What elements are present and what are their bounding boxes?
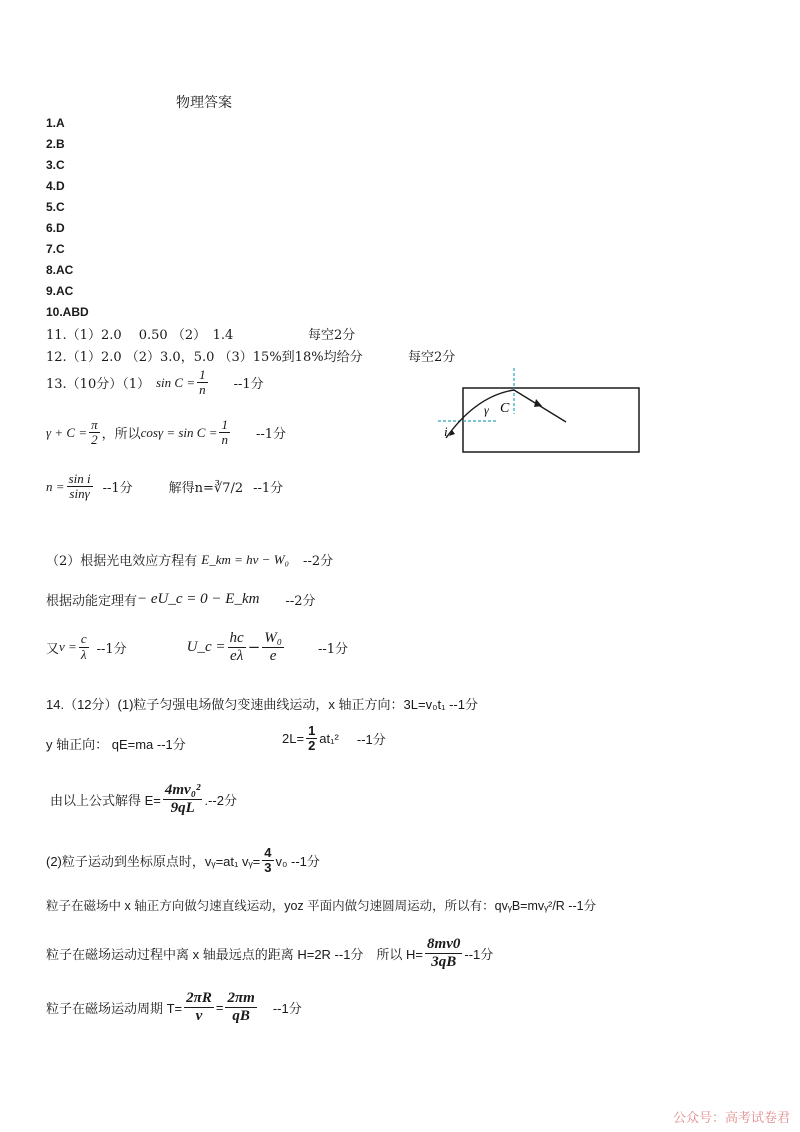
denominator: λ bbox=[80, 646, 87, 662]
mc-answer: 10.ABD bbox=[46, 305, 89, 319]
fraction-1-over-2 bbox=[306, 724, 317, 754]
fraction-2piR-over-v bbox=[184, 990, 214, 1024]
score: --1分 bbox=[356, 732, 386, 748]
denominator: n bbox=[221, 432, 228, 448]
q13-head: 13.（10分）（1） bbox=[46, 377, 150, 393]
mc-answer: 4.D bbox=[46, 179, 65, 193]
equation-prefix: 由以上公式解得 E= bbox=[50, 792, 161, 808]
q14-line1: 14.（12分）(1)粒子匀强电场做匀变速曲线运动，x 轴正方向：3L=v₀t₁ --1分 bbox=[46, 697, 478, 712]
fraction-w0-over-e bbox=[262, 630, 284, 664]
q11-score: 每空2分 bbox=[308, 328, 356, 343]
numerator: 8mv0 bbox=[427, 936, 461, 952]
page-title: 物理答案 bbox=[176, 95, 232, 111]
score: --1分 bbox=[255, 427, 287, 443]
score: --1分 bbox=[318, 641, 349, 657]
fraction-H bbox=[425, 936, 462, 970]
numerator: hc bbox=[229, 630, 244, 646]
q13-line3 bbox=[46, 472, 283, 502]
numerator: sin i bbox=[68, 471, 91, 486]
equals-sign: = bbox=[215, 999, 224, 1015]
gamma-plus-c: γ + C = bbox=[46, 424, 88, 440]
q13-line1 bbox=[46, 368, 264, 398]
mc-answer: 7.C bbox=[46, 242, 65, 256]
label-i: i bbox=[444, 424, 448, 439]
refraction-diagram bbox=[436, 366, 646, 456]
mc-answer: 1.A bbox=[46, 116, 65, 130]
label-C: C bbox=[500, 401, 510, 416]
q12-score: 每空2分 bbox=[408, 350, 456, 365]
fraction-E bbox=[163, 782, 203, 816]
score: --2分 bbox=[303, 554, 334, 569]
solution-n: 解得n=∛7/2 bbox=[168, 481, 244, 497]
numerator: 1 bbox=[308, 723, 316, 738]
score: --1分 bbox=[102, 481, 133, 497]
cos-eq: cosγ = sin C = bbox=[140, 424, 218, 440]
equation-suffix: v₀ --1分 bbox=[275, 854, 320, 870]
mc-answer: 3.C bbox=[46, 158, 65, 172]
mc-answer: 2.B bbox=[46, 137, 65, 151]
uc-eq: U_c = bbox=[186, 638, 226, 655]
denominator: 2 bbox=[91, 432, 98, 448]
fraction-hc-over-elambda bbox=[228, 630, 246, 664]
arrow-icon bbox=[534, 399, 542, 407]
equation-suffix: at₁² bbox=[319, 731, 339, 747]
denominator: 3 bbox=[264, 860, 272, 876]
q14-line4 bbox=[46, 846, 320, 876]
photoelectric-text: （2）根据光电效应方程有 bbox=[46, 554, 198, 569]
q14-line5: 粒子在磁场中 x 轴正方向做匀速直线运动，yoz 平面内做匀速圆周运动，所以有：qvᵧB=mvᵧ²/R --1分 bbox=[46, 899, 597, 913]
q13-line4 bbox=[46, 550, 333, 569]
suoyi-text: ，所以 bbox=[101, 427, 141, 443]
sinC-label: sin C = bbox=[156, 374, 196, 390]
fraction-1-over-n bbox=[197, 368, 208, 398]
photoelectric-equation: E_km = hν − W₀ bbox=[201, 551, 290, 567]
kinetic-equation: − eU_c = 0 − E_km bbox=[137, 591, 260, 607]
numerator: 2πR bbox=[186, 990, 212, 1006]
q14-line3 bbox=[50, 782, 237, 816]
q11-answer: 11.（1）2.0 0.50 （2） 1.4 bbox=[46, 328, 234, 343]
watermark: 公众号：高考试卷君 bbox=[672, 1111, 790, 1126]
q14-line7 bbox=[46, 990, 302, 1024]
denominator: eλ bbox=[230, 647, 244, 664]
score: --2分 bbox=[285, 594, 316, 609]
you-text: 又 bbox=[46, 641, 60, 657]
q12-answer: 12.（1）2.0 （2）3.0，5.0 （3）15%到18%均给分 bbox=[46, 350, 363, 365]
q14-line6 bbox=[46, 936, 493, 970]
equation-prefix: 粒子在磁场运动过程中离 x 轴最远点的距离 H=2R --1分 所以 H= bbox=[46, 946, 424, 962]
mc-answer: 9.AC bbox=[46, 284, 74, 298]
fraction-c-over-lambda bbox=[79, 632, 89, 662]
score: --1分 bbox=[233, 377, 264, 393]
denominator: qB bbox=[232, 1007, 250, 1024]
numerator: 4 bbox=[264, 845, 272, 860]
numerator: 4mv₀² bbox=[164, 782, 201, 798]
denominator: n bbox=[199, 382, 206, 398]
numerator: c bbox=[80, 631, 87, 647]
fraction-2pim-over-qB bbox=[225, 990, 256, 1024]
fraction-1-over-n bbox=[219, 418, 230, 448]
denominator: e bbox=[269, 647, 277, 664]
fraction-pi-over-2 bbox=[89, 418, 100, 448]
mc-answer: 5.C bbox=[46, 200, 65, 214]
fraction-4-over-3 bbox=[262, 846, 273, 876]
numerator: 1 bbox=[199, 367, 206, 382]
denominator: sinγ bbox=[69, 486, 90, 502]
kinetic-theorem-text: 根据动能定理有 bbox=[46, 594, 138, 609]
mc-answer: 6.D bbox=[46, 221, 65, 235]
score: --1分 bbox=[253, 481, 284, 497]
equation-prefix: 2L= bbox=[282, 731, 305, 747]
mc-answer: 8.AC bbox=[46, 263, 74, 277]
nu-eq: ν = bbox=[59, 639, 77, 654]
denominator: v bbox=[195, 1007, 203, 1024]
fraction-sini-over-sing bbox=[67, 472, 93, 502]
score: --1分 bbox=[96, 641, 127, 657]
score: --1分 bbox=[272, 1000, 302, 1016]
denominator: 3qB bbox=[431, 953, 457, 970]
numerator: W₀ bbox=[264, 630, 282, 646]
equation-prefix: 粒子在磁场运动周期 T= bbox=[46, 1000, 183, 1016]
label-gamma: γ bbox=[484, 403, 489, 417]
equation-prefix: (2)粒子运动到坐标原点时，vᵧ=at₁ vᵧ= bbox=[46, 854, 261, 870]
q13-line5 bbox=[46, 590, 316, 609]
q13-line6: 又 ν = $\frac{c}{\lambda}$ --1分 U_c = $\frac{hc}{e\lambda}$ − $\frac{\text{W₀}}{e}$ --1分 bbox=[46, 630, 349, 664]
denominator: 9qL bbox=[170, 799, 195, 816]
score: .--2分 bbox=[204, 792, 237, 808]
q13-line2 bbox=[46, 418, 286, 448]
numerator: 1 bbox=[221, 417, 228, 432]
denominator: 2 bbox=[308, 738, 316, 754]
numerator: 2πm bbox=[227, 990, 255, 1006]
q14-line2b bbox=[282, 724, 386, 754]
q14-line2a: y 轴正向： qE=ma --1分 bbox=[46, 737, 186, 752]
score: --1分 bbox=[464, 946, 494, 962]
numerator: π bbox=[91, 417, 98, 432]
n-eq: n = bbox=[46, 478, 65, 494]
